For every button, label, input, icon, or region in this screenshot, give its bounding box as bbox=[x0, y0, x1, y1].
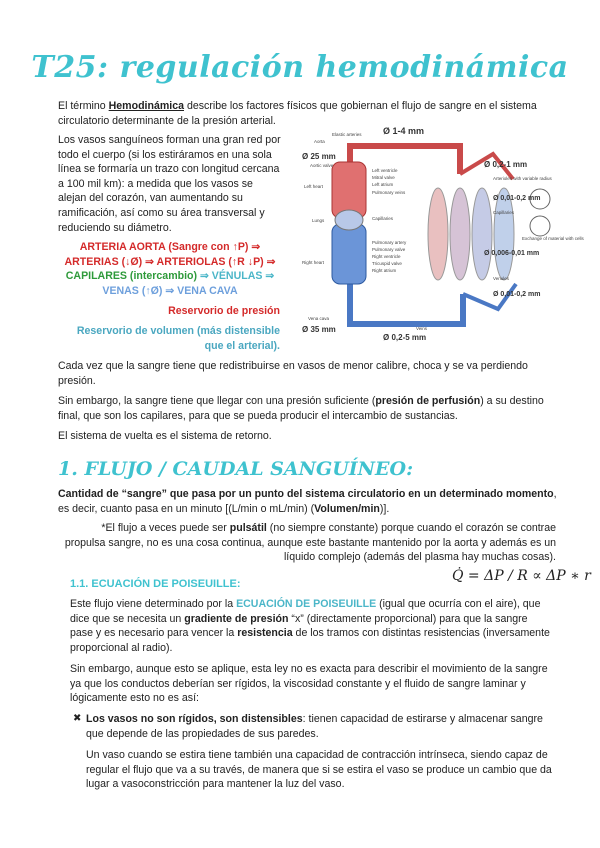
flow-definition bbox=[58, 487, 558, 516]
sequence-capilares: CAPILARES (intercambio) bbox=[65, 270, 198, 283]
label-elastic-arteries: Elastic arteries bbox=[332, 132, 362, 137]
note-bold: pulsátil bbox=[229, 522, 267, 534]
label-veins: Veins bbox=[416, 326, 428, 331]
sequence-venulas: ⇒ VÉNULAS ⇒ bbox=[197, 270, 275, 283]
definition-bold2: Volumen/min bbox=[314, 502, 380, 515]
vessel-sequence bbox=[58, 240, 282, 298]
poiseuille-eq: ECUACIÓN DE POISEUILLE bbox=[236, 598, 377, 610]
label-capillaries: Capillaries bbox=[372, 216, 394, 221]
label-left-heart: Left heart bbox=[304, 184, 324, 189]
poiseuille-mid2: “x” (directamente proporcional) para que la sangre pase y es necesario para vencer la bbox=[70, 612, 528, 640]
poiseuille-formula: Q̇ = ΔP / R ∝ ΔP ∗ r bbox=[452, 568, 591, 584]
vena-cava-loop bbox=[350, 254, 463, 324]
diameter-venules: Ø 0,01-0,2 mm bbox=[493, 291, 541, 298]
circulation-diagram bbox=[288, 124, 584, 342]
label-pulmonary-veins: Pulmonary veins bbox=[372, 190, 406, 195]
diameter-capillaries: Ø 0,006-0,01 mm bbox=[484, 250, 540, 257]
note-pre: *El flujo a veces puede ser bbox=[101, 522, 230, 534]
note-post: (no siempre constante) porque cuando el corazón se contrae propulsa sangre, no es una cosa continua, aunque este bastante mantenido por la aorta y además es un líquido complejo (además del plasma hay muchas cosas). bbox=[64, 522, 556, 564]
limitations-paragraph: Sin embargo, aunque esto se aplique, esta ley no es exacta para describir el movimiento de la sangre ya que los conductos deberían ser rígidos, la viscosidad constante y el fluido de sangre laminar y lógicamente esto no es así: bbox=[70, 663, 548, 705]
definition-mid: , es decir, cuanto pasa en un minuto [(L/min o mL/min) ( bbox=[58, 488, 557, 515]
poiseuille-paragraph bbox=[70, 597, 552, 655]
poiseuille-bold1: gradiente de presión bbox=[184, 612, 289, 625]
perfusion-bold: presión de perfusión bbox=[375, 395, 481, 407]
redistribution-paragraph: Cada vez que la sangre tiene que redistribuirse en vasos de menor calibre, choca y se va perdiendo presión. bbox=[58, 360, 528, 387]
capillary-bed-1 bbox=[428, 188, 448, 280]
label-right-atrium: Right atrium bbox=[372, 268, 397, 273]
label-right-ventricle: Right ventricle bbox=[372, 254, 401, 259]
label-exchange: Exchange of material with cells bbox=[522, 236, 584, 241]
definition-end: )]. bbox=[379, 502, 390, 515]
poiseuille-post: de los tramos con distintas resistencias (inversamente proporcional al radio). bbox=[70, 627, 550, 654]
capillary-bed-2 bbox=[450, 188, 470, 280]
sequence-line-3 bbox=[58, 269, 282, 284]
bullet-post: : tienen capacidad de estirarse y almacenar sangre que depende de las propiedades de sus paredes. bbox=[86, 713, 543, 740]
diameter-arterioles: Ø 0,01-0,2 mm bbox=[493, 195, 541, 202]
intro-pre: El término bbox=[58, 100, 109, 112]
sequence-line-2 bbox=[58, 255, 282, 270]
reservorio-volumen: Reservorio de volumen (más distensible que el arterial). bbox=[76, 325, 280, 352]
section-1-1-heading: 1.1. ECUACIÓN DE POISEUILLE: bbox=[70, 578, 241, 590]
bullet-distensible bbox=[86, 712, 552, 741]
sequence-line-4: VENAS (↑Ø) ⇒ VENA CAVA bbox=[102, 284, 238, 297]
label-left-ventricle: Left ventricle bbox=[372, 168, 398, 173]
bullet-bold: Los vasos no son rígidos, son distensibles bbox=[86, 713, 303, 725]
definition-bold: Cantidad de “sangre” que pasa por un punto del sistema circulatorio en un determinado momento bbox=[58, 488, 554, 500]
right-heart bbox=[332, 224, 366, 284]
diameter-arteries: Ø 0,2-1 mm bbox=[484, 160, 528, 169]
label-right-heart: Right heart bbox=[302, 260, 325, 265]
perfusion-paragraph bbox=[58, 394, 548, 423]
label-pulmonary-valve: Pulmonary valve bbox=[372, 247, 406, 252]
label-pulmonary-artery: Pulmonary artery bbox=[372, 240, 407, 245]
label-capillaries-right: Capillaries bbox=[493, 210, 515, 215]
label-lungs: Lungs bbox=[312, 218, 325, 223]
capillary-bed-3 bbox=[472, 188, 492, 280]
page-title: T25: regulación hemodinámica bbox=[31, 50, 569, 85]
label-arterioles: Arterioles with variable radius bbox=[493, 176, 552, 181]
label-tricuspid-valve: Tricuspid valve bbox=[372, 261, 402, 266]
bullet-x-icon: ✖ bbox=[73, 713, 82, 724]
diameter-aorta: Ø 25 mm bbox=[302, 152, 336, 161]
diameter-veins: Ø 0,2-5 mm bbox=[383, 333, 427, 342]
diameter-cava: Ø 35 mm bbox=[302, 325, 336, 334]
label-aorta: Aorta bbox=[314, 139, 325, 144]
label-left-atrium: Left atrium bbox=[372, 182, 394, 187]
intro-post: describe los factores físicos que gobiernan el flujo de sangre en el sistema circulatorio determinante de la presión arterial. bbox=[58, 100, 537, 127]
section-1-heading: 1. FLUJO / CAUDAL SANGUÍNEO: bbox=[58, 458, 414, 480]
label-vena-cava: Vena cava bbox=[308, 316, 330, 321]
poiseuille-pre: Este flujo viene determinado por la bbox=[70, 598, 237, 610]
capillary-detail-icon bbox=[530, 216, 550, 236]
perfusion-pre: Sin embargo, la sangre tiene que llegar con una presión suficiente ( bbox=[58, 395, 376, 407]
sequence-line-1: ARTERIA AORTA (Sangre con ↑P) ⇒ bbox=[79, 241, 261, 253]
vessels-paragraph: Los vasos sanguíneos forman una gran red por todo el cuerpo (si los estiráramos en una sola línea se formaría un trazo con longitud cercana a 100 mil km): a medida que los vasos se alejan del corazón, van aumentando su ramificación, así como su área transversal y reduciendo su diámetro. bbox=[58, 134, 281, 234]
return-paragraph: El sistema de vuelta es el sistema de retorno. bbox=[58, 430, 272, 442]
reservorio-presion: Reservorio de presión bbox=[168, 305, 280, 317]
label-mitral-valve: Mitral valve bbox=[372, 175, 395, 180]
poiseuille-bold2: resistencia bbox=[237, 627, 293, 640]
contraction-paragraph: Un vaso cuando se estira tiene también una capacidad de contracción intrínseca, siendo capaz de regular el flujo que va a su través, de manera que si se estira el vaso se produce un cambio que da lugar a vasoconstricción para mantener la luz del vaso. bbox=[86, 749, 552, 791]
intro-term: Hemodinámica bbox=[108, 100, 184, 112]
label-venules: Venules bbox=[493, 276, 510, 281]
label-aortic-valve: Aortic valve bbox=[310, 163, 334, 168]
lungs bbox=[335, 210, 363, 230]
poiseuille-mid1: (igual que ocurría con el aire), que dice que se necesita un bbox=[70, 598, 541, 625]
pulsatile-note bbox=[64, 521, 556, 565]
perfusion-post: ) a su destino final, que son los capilares, para que se pueda producir el intercambio de sustancias. bbox=[58, 395, 544, 422]
diameter-top: Ø 1-4 mm bbox=[383, 126, 425, 136]
sequence-line-2a: ARTERIAS (↓Ø) ⇒ ARTERIOLAS (↑R ↓P) ⇒ bbox=[64, 255, 276, 268]
